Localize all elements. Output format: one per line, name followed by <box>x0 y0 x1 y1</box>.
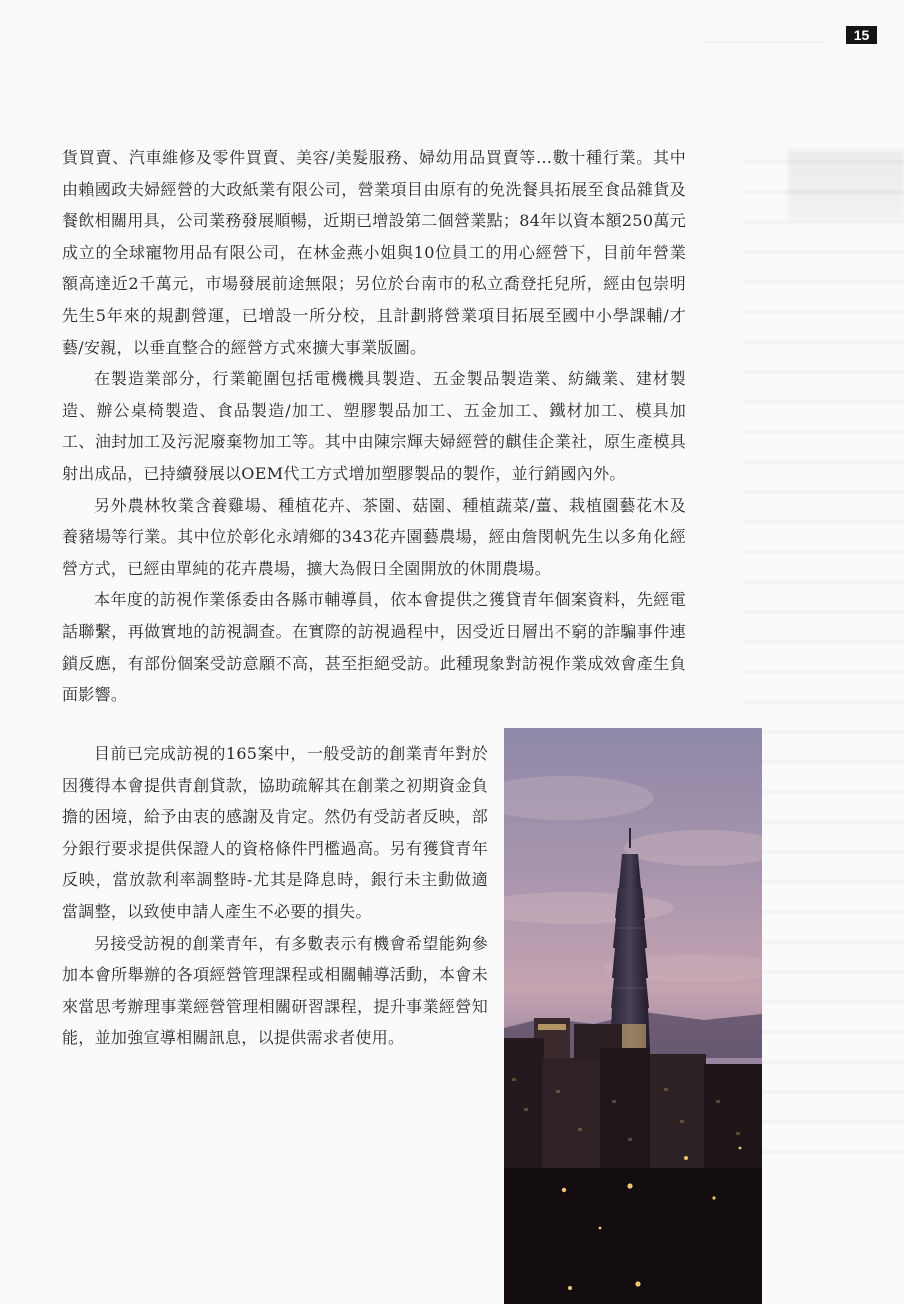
paragraph: 本年度的訪視作業係委由各縣市輔導員，依本會提供之獲貸青年個案資料，先經電話聯繫，再做實地的訪視調查。在實際的訪視過程中，因受近日層出不窮的詐騙事件連鎖反應，有部份個案受訪意願不高，甚至拒絕受訪。此種現象對訪視作業成效會產生負面影響。 <box>62 590 686 705</box>
header-rule <box>704 20 824 43</box>
body-text-column <box>62 738 488 1054</box>
show-through-heading <box>788 150 904 220</box>
body-text-full-width <box>62 142 686 711</box>
page-number: 15 <box>846 26 877 44</box>
paragraph: 在製造業部分，行業範圍包括電機機具製造、五金製品製造業、紡織業、建材製造、辦公桌椅製造、食品製造/加工、塑膠製品加工、五金加工、鐵材加工、模具加工、油封加工及污泥廢棄物加工等。其中由陳宗輝夫婦經營的麒佳企業社，原生產模具射出成品，已持續發展以OEM代工方式增加塑膠製品的製作，並行銷國內外。 <box>62 369 686 483</box>
paragraph: 另外農林牧業含養雞場、種植花卉、茶園、菇園、種植蔬菜/薑、栽植園藝花木及養豬場等行業。其中位於彰化永靖鄉的343花卉園藝農場，經由詹閔帆先生以多角化經營方式，已經由單純的花卉農場，擴大為假日全園開放的休閒農場。 <box>62 495 686 578</box>
paragraph: 另接受訪視的創業青年，有多數表示有機會希望能夠參加本會所舉辦的各項經營管理課程或相關輔導活動，本會未來當思考辦理事業經營管理相關研習課程，提升事業經營知能，並加強宣導相關訊息，以提供需求者使用。 <box>62 933 488 1048</box>
paragraph: 貨買賣、汽車維修及零件買賣、美容/美髮服務、婦幼用品買賣等…數十種行業。其中由賴國政夫婦經營的大政紙業有限公司，營業項目由原有的免洗餐具拓展至食品雜貨及餐飲相關用具，公司業務發展順暢，近期已增設第二個營業點；84年以資本額250萬元成立的全球寵物用品有限公司，在林金燕小姐與10位員工的用心經營下，目前年營業額高達近2千萬元，市場發展前途無限；另位於台南市的私立喬登托兒所，經由包崇明先生5年來的規劃營運，已增設一所分校，且計劃將營業項目拓展至國中小學課輔/才藝/安親，以垂直整合的經營方式來擴大事業版圖。 <box>62 148 686 357</box>
paragraph: 目前已完成訪視的165案中，一般受訪的創業青年對於因獲得本會提供青創貸款，協助疏解其在創業之初期資金負擔的困境，給予由衷的感謝及肯定。然仍有受訪者反映，部分銀行要求提供保證人的資格條件門檻過高。另有獲貸青年反映，當放款利率調整時-尤其是降息時，銀行未主動做適當調整，以致使申請人產生不必要的損失。 <box>62 744 488 921</box>
show-through-text <box>745 140 904 1180</box>
taipei-101-dusk-photo <box>504 728 762 1304</box>
